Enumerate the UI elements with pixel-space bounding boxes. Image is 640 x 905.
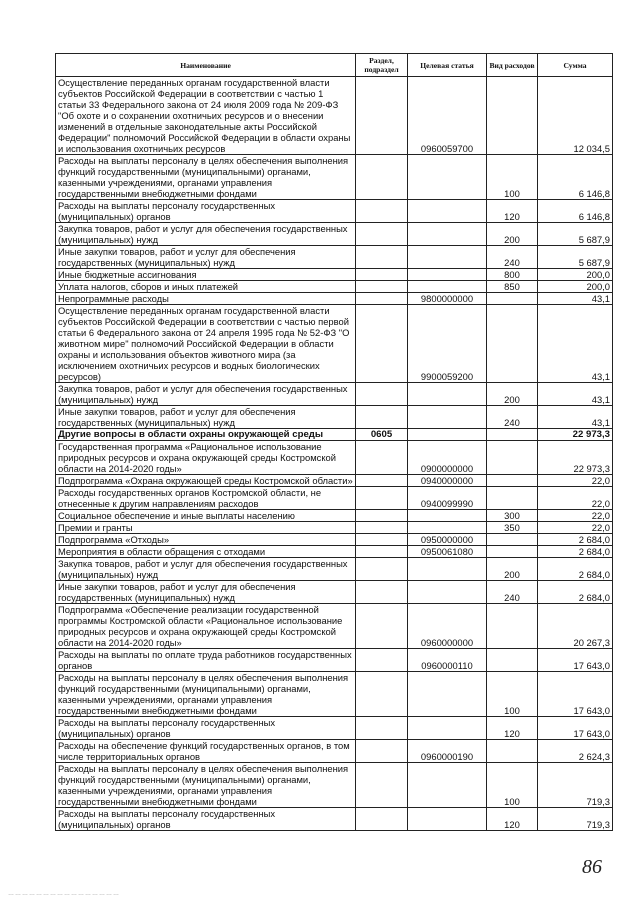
cell-target bbox=[408, 429, 487, 441]
cell-sum: 17 643,0 bbox=[538, 672, 613, 717]
cell-kind: 850 bbox=[487, 281, 538, 293]
cell-target bbox=[408, 763, 487, 808]
table-row bbox=[56, 487, 613, 510]
cell-kind bbox=[487, 293, 538, 305]
table-row bbox=[56, 200, 613, 223]
cell-sum: 17 643,0 bbox=[538, 649, 613, 672]
cell-name: Премии и гранты bbox=[56, 522, 356, 534]
cell-name: Подпрограмма «Отходы» bbox=[56, 534, 356, 546]
cell-target bbox=[408, 717, 487, 740]
cell-section bbox=[356, 281, 408, 293]
cell-section bbox=[356, 77, 408, 155]
cell-sum: 22 973,3 bbox=[538, 429, 613, 441]
cell-kind bbox=[487, 546, 538, 558]
cell-kind bbox=[487, 475, 538, 487]
header-section: Раздел, подраздел bbox=[356, 54, 408, 77]
cell-sum: 6 146,8 bbox=[538, 200, 613, 223]
cell-name: Расходы на выплаты персоналу в целях обеспечения выполнения функций государственными (муниципальными) органами, казенными учреждениями, органами управления государственными внебюджетными фондами bbox=[56, 155, 356, 200]
cell-section bbox=[356, 223, 408, 246]
cell-name: Иные бюджетные ассигнования bbox=[56, 269, 356, 281]
cell-name: Расходы на выплаты персоналу государственных (муниципальных) органов bbox=[56, 717, 356, 740]
table-header-row bbox=[56, 54, 613, 77]
cell-target bbox=[408, 223, 487, 246]
cell-kind bbox=[487, 305, 538, 383]
cell-kind: 120 bbox=[487, 808, 538, 831]
cell-sum: 2 684,0 bbox=[538, 546, 613, 558]
cell-name: Другие вопросы в области охраны окружающей среды bbox=[56, 429, 356, 441]
cell-kind: 200 bbox=[487, 558, 538, 581]
cell-sum: 22,0 bbox=[538, 522, 613, 534]
cell-sum: 5 687,9 bbox=[538, 246, 613, 269]
cell-section bbox=[356, 246, 408, 269]
cell-name: Расходы на выплаты персоналу в целях обеспечения выполнения функций государственными (муниципальными) органами, казенными учреждениями, органами управления государственными внебюджетными фондами bbox=[56, 763, 356, 808]
cell-section bbox=[356, 475, 408, 487]
table-row bbox=[56, 281, 613, 293]
cell-target: 9800000000 bbox=[408, 293, 487, 305]
cell-name: Осуществление переданных органам государственной власти субъектов Российской Федерации в соответствии с частью первой статьи 6 Федерального закона от 24 апреля 1995 года № 52-ФЗ "О животном мире" полномочий Российской Федерации в области охраны и использования объектов животного мира (за исключением охотничьих ресурсов и водных биологических ресурсов) bbox=[56, 305, 356, 383]
cell-kind: 120 bbox=[487, 717, 538, 740]
cell-section: 0605 bbox=[356, 429, 408, 441]
cell-target: 9900059200 bbox=[408, 305, 487, 383]
table-row bbox=[56, 522, 613, 534]
cell-name: Расходы на выплаты персоналу государственных (муниципальных) органов bbox=[56, 200, 356, 223]
cell-name: Расходы на обеспечение функций государственных органов, в том числе территориальных органов bbox=[56, 740, 356, 763]
cell-sum: 6 146,8 bbox=[538, 155, 613, 200]
cell-kind: 800 bbox=[487, 269, 538, 281]
cell-sum: 2 684,0 bbox=[538, 534, 613, 546]
cell-target bbox=[408, 200, 487, 223]
cell-kind bbox=[487, 534, 538, 546]
cell-target bbox=[408, 558, 487, 581]
cell-name: Государственная программа «Рациональное использование природных ресурсов и охрана окружающей среды Костромской области на 2014-2020 годы» bbox=[56, 441, 356, 475]
table-row bbox=[56, 534, 613, 546]
cell-section bbox=[356, 269, 408, 281]
cell-section bbox=[356, 293, 408, 305]
table-row bbox=[56, 246, 613, 269]
cell-name: Закупка товаров, работ и услуг для обеспечения государственных (муниципальных) нужд bbox=[56, 223, 356, 246]
cell-sum: 43,1 bbox=[538, 305, 613, 383]
cell-name: Иные закупки товаров, работ и услуг для обеспечения государственных (муниципальных) нужд bbox=[56, 581, 356, 604]
cell-name: Закупка товаров, работ и услуг для обеспечения государственных (муниципальных) нужд bbox=[56, 558, 356, 581]
table-body bbox=[56, 77, 613, 831]
cell-sum: 12 034,5 bbox=[538, 77, 613, 155]
cell-target: 0960000110 bbox=[408, 649, 487, 672]
cell-target: 0960059700 bbox=[408, 77, 487, 155]
table-row bbox=[56, 429, 613, 441]
cell-section bbox=[356, 763, 408, 808]
table-row bbox=[56, 441, 613, 475]
table-row bbox=[56, 763, 613, 808]
table-row bbox=[56, 383, 613, 406]
cell-kind: 350 bbox=[487, 522, 538, 534]
cell-sum: 2 684,0 bbox=[538, 558, 613, 581]
cell-section bbox=[356, 534, 408, 546]
cell-name: Расходы на выплаты персоналу в целях обеспечения выполнения функций государственными (муниципальными) органами, казенными учреждениями, органами управления государственными внебюджетными фондами bbox=[56, 672, 356, 717]
cell-section bbox=[356, 672, 408, 717]
cell-name: Подпрограмма «Обеспечение реализации государственной программы Костромской области «Рациональное использование природных ресурсов и охрана окружающей среды Костромской области на 2014-2020 годы» bbox=[56, 604, 356, 649]
cell-target bbox=[408, 406, 487, 429]
cell-section bbox=[356, 522, 408, 534]
cell-kind bbox=[487, 429, 538, 441]
cell-kind: 240 bbox=[487, 246, 538, 269]
cell-section bbox=[356, 581, 408, 604]
table-row bbox=[56, 604, 613, 649]
table-row bbox=[56, 672, 613, 717]
cell-kind: 300 bbox=[487, 510, 538, 522]
cell-section bbox=[356, 546, 408, 558]
cell-target bbox=[408, 246, 487, 269]
table-row bbox=[56, 808, 613, 831]
cell-kind bbox=[487, 441, 538, 475]
cell-target bbox=[408, 581, 487, 604]
cell-section bbox=[356, 740, 408, 763]
table-row bbox=[56, 546, 613, 558]
cell-target bbox=[408, 522, 487, 534]
cell-kind: 120 bbox=[487, 200, 538, 223]
cell-section bbox=[356, 717, 408, 740]
budget-table bbox=[55, 53, 613, 831]
cell-sum: 719,3 bbox=[538, 808, 613, 831]
cell-target: 0960000190 bbox=[408, 740, 487, 763]
cell-sum: 20 267,3 bbox=[538, 604, 613, 649]
cell-sum: 22 973,3 bbox=[538, 441, 613, 475]
table-row bbox=[56, 581, 613, 604]
table-row bbox=[56, 305, 613, 383]
table-row bbox=[56, 558, 613, 581]
cell-sum: 22,0 bbox=[538, 510, 613, 522]
cell-sum: 719,3 bbox=[538, 763, 613, 808]
cell-section bbox=[356, 155, 408, 200]
table-row bbox=[56, 293, 613, 305]
header-sum: Сумма bbox=[538, 54, 613, 77]
cell-sum: 2 624,3 bbox=[538, 740, 613, 763]
cell-name: Расходы государственных органов Костромской области, не отнесенные к другим направлениям расходов bbox=[56, 487, 356, 510]
table-row bbox=[56, 740, 613, 763]
header-target: Целевая статья bbox=[408, 54, 487, 77]
cell-name: Мероприятия в области обращения с отходами bbox=[56, 546, 356, 558]
cell-sum: 200,0 bbox=[538, 281, 613, 293]
cell-section bbox=[356, 510, 408, 522]
header-name: Наименование bbox=[56, 54, 356, 77]
cell-target: 0950000000 bbox=[408, 534, 487, 546]
cell-name: Уплата налогов, сборов и иных платежей bbox=[56, 281, 356, 293]
cell-kind bbox=[487, 740, 538, 763]
cell-target bbox=[408, 808, 487, 831]
cell-name: Расходы на выплаты персоналу государственных (муниципальных) органов bbox=[56, 808, 356, 831]
cell-name: Осуществление переданных органам государственной власти субъектов Российской Федерации в соответствии с частью 1 статьи 33 Федерального закона от 24 июля 2009 года № 209-ФЗ "Об охоте и о сохранении охотничьих ресурсов и о внесении изменений в отдельные законодательные акты Российской Федерации" полномочий Российской Федерации в области охраны и использования охотничьих ресурсов bbox=[56, 77, 356, 155]
cell-section bbox=[356, 305, 408, 383]
cell-name: Социальное обеспечение и иные выплаты населению bbox=[56, 510, 356, 522]
cell-target bbox=[408, 383, 487, 406]
page-number: 86 bbox=[582, 856, 602, 878]
header-kind: Вид расходов bbox=[487, 54, 538, 77]
cell-sum: 5 687,9 bbox=[538, 223, 613, 246]
table-row bbox=[56, 155, 613, 200]
cell-name: Расходы на выплаты по оплате труда работников государственных органов bbox=[56, 649, 356, 672]
cell-target: 0940099990 bbox=[408, 487, 487, 510]
cell-section bbox=[356, 383, 408, 406]
table-row bbox=[56, 269, 613, 281]
cell-target: 0950061080 bbox=[408, 546, 487, 558]
cell-name: Подпрограмма «Охрана окружающей среды Костромской области» bbox=[56, 475, 356, 487]
table-row bbox=[56, 717, 613, 740]
cell-sum: 43,1 bbox=[538, 406, 613, 429]
cell-name: Закупка товаров, работ и услуг для обеспечения государственных (муниципальных) нужд bbox=[56, 383, 356, 406]
cell-kind: 100 bbox=[487, 155, 538, 200]
cell-section bbox=[356, 649, 408, 672]
cell-section bbox=[356, 487, 408, 510]
cell-section bbox=[356, 441, 408, 475]
cell-kind: 240 bbox=[487, 406, 538, 429]
cell-sum: 22,0 bbox=[538, 487, 613, 510]
cell-sum: 17 643,0 bbox=[538, 717, 613, 740]
table-row bbox=[56, 510, 613, 522]
cell-kind bbox=[487, 77, 538, 155]
cell-target bbox=[408, 269, 487, 281]
cell-kind: 200 bbox=[487, 223, 538, 246]
cell-name: Иные закупки товаров, работ и услуг для обеспечения государственных (муниципальных) нужд bbox=[56, 246, 356, 269]
cell-section bbox=[356, 558, 408, 581]
cell-target bbox=[408, 510, 487, 522]
cell-kind: 100 bbox=[487, 672, 538, 717]
cell-target bbox=[408, 672, 487, 717]
cell-sum: 22,0 bbox=[538, 475, 613, 487]
cell-section bbox=[356, 808, 408, 831]
cell-kind bbox=[487, 649, 538, 672]
cell-target: 0940000000 bbox=[408, 475, 487, 487]
cell-kind: 200 bbox=[487, 383, 538, 406]
cell-target bbox=[408, 155, 487, 200]
table-row bbox=[56, 649, 613, 672]
cell-kind: 100 bbox=[487, 763, 538, 808]
cell-target: 0900000000 bbox=[408, 441, 487, 475]
footer-scan-mark: ………………………………………… bbox=[8, 891, 120, 897]
cell-target: 0960000000 bbox=[408, 604, 487, 649]
cell-sum: 200,0 bbox=[538, 269, 613, 281]
cell-kind: 240 bbox=[487, 581, 538, 604]
cell-sum: 43,1 bbox=[538, 293, 613, 305]
cell-sum: 2 684,0 bbox=[538, 581, 613, 604]
cell-sum: 43,1 bbox=[538, 383, 613, 406]
cell-name: Непрограммные расходы bbox=[56, 293, 356, 305]
table-row bbox=[56, 223, 613, 246]
cell-kind bbox=[487, 487, 538, 510]
table-row bbox=[56, 77, 613, 155]
cell-target bbox=[408, 281, 487, 293]
cell-name: Иные закупки товаров, работ и услуг для обеспечения государственных (муниципальных) нужд bbox=[56, 406, 356, 429]
cell-section bbox=[356, 200, 408, 223]
cell-section bbox=[356, 406, 408, 429]
table-row bbox=[56, 406, 613, 429]
cell-section bbox=[356, 604, 408, 649]
table-row bbox=[56, 475, 613, 487]
cell-kind bbox=[487, 604, 538, 649]
